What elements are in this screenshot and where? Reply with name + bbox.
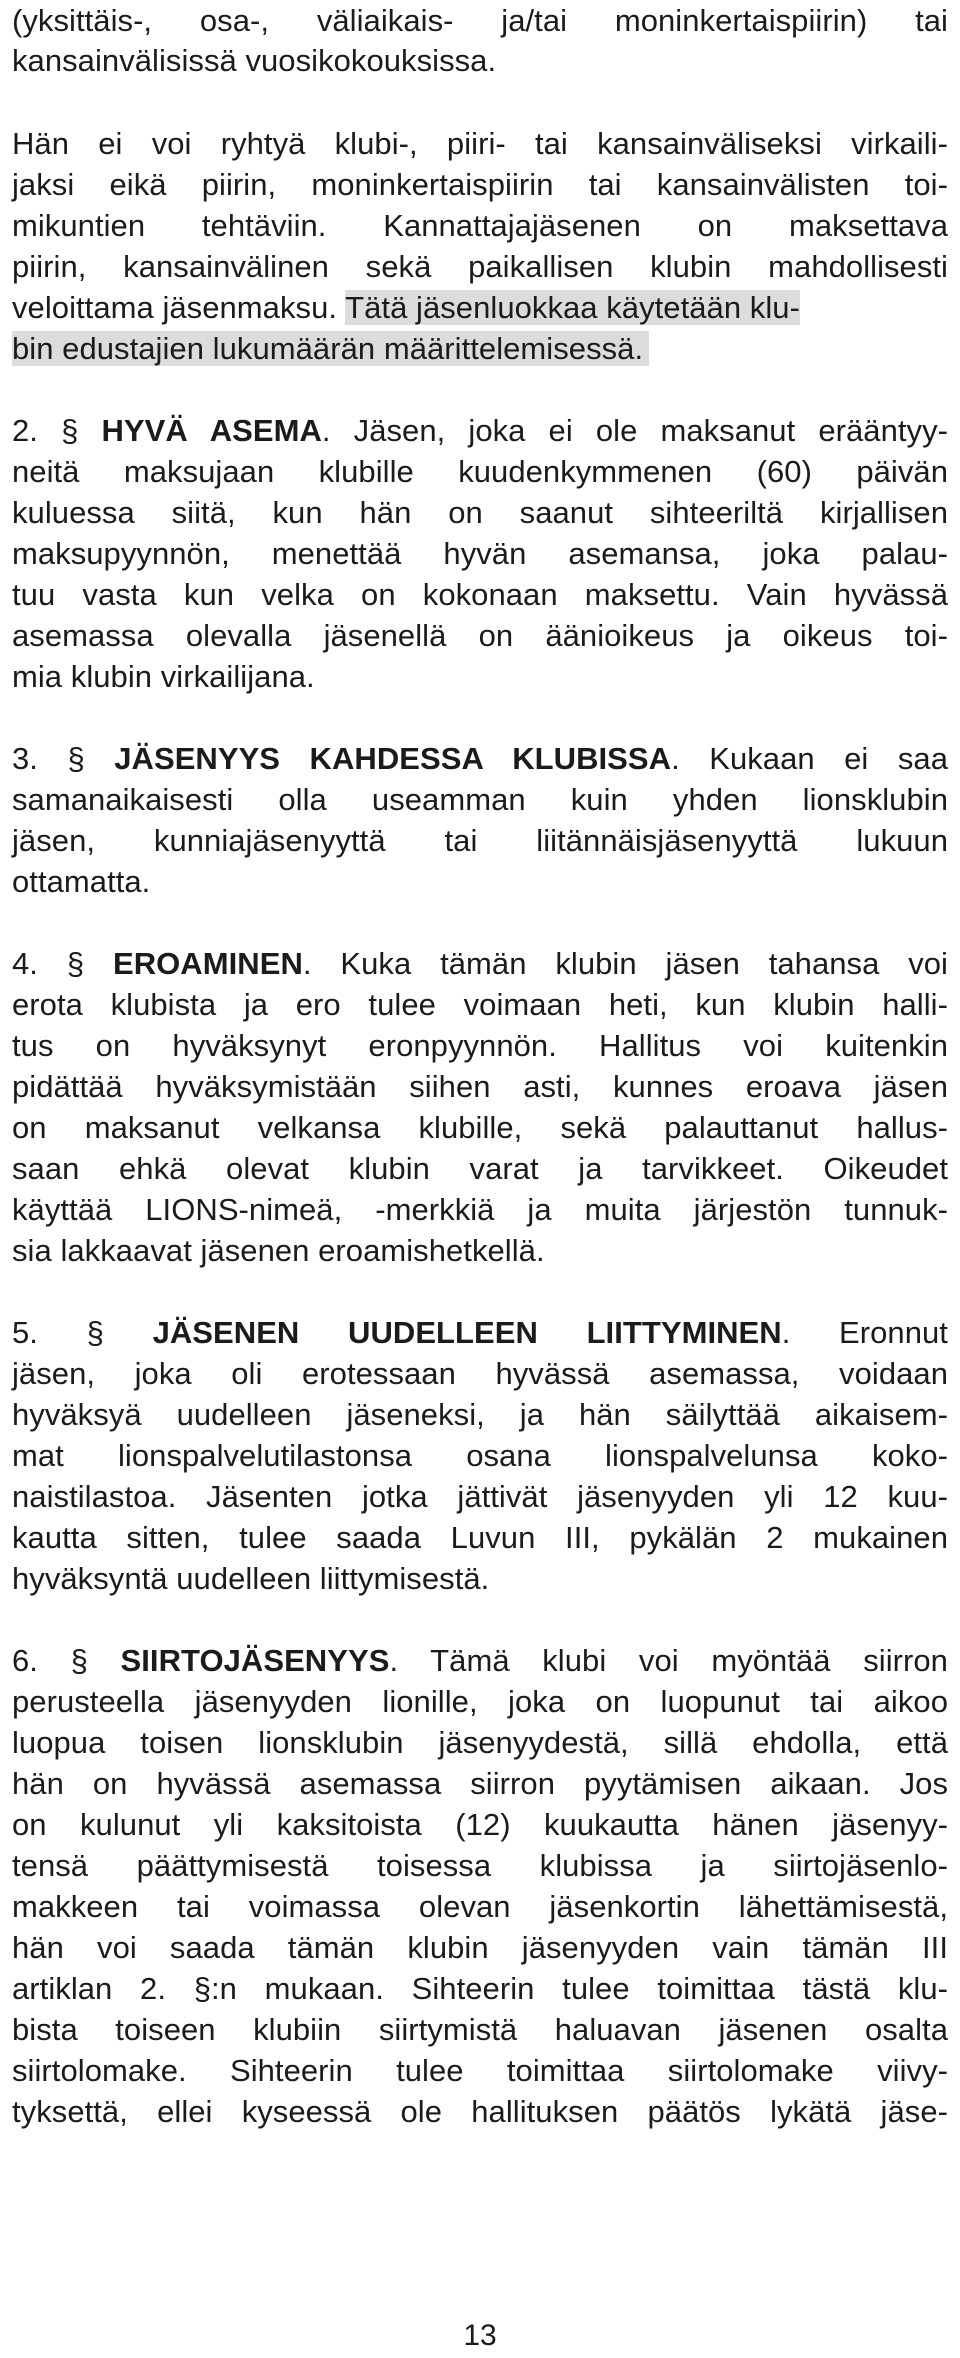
section-heading: JÄSENYYS KAHDESSA KLUBISSA <box>114 741 672 776</box>
section-heading: HYVÄ ASEMA <box>101 413 322 448</box>
text-span: . Jäsen, joka ei ole maksanut erääntyy- <box>321 413 949 448</box>
text-line: erota klubista ja ero tulee voimaan heti, kun klubin halli- <box>12 987 948 1022</box>
section-2-heading-line <box>12 410 948 451</box>
text-line: hyväksyä uudelleen jäseneksi, ja hän säilyttää aikaisem- <box>12 1397 948 1432</box>
section-number: 3. <box>12 741 38 776</box>
section-number: 6. <box>12 1643 38 1678</box>
text-span: . Kukaan ei saa <box>671 741 948 776</box>
text-line: hän voi saada tämän klubin jäsenyyden vain tämän III <box>12 1930 948 1965</box>
text-line: tuu vasta kun velka on kokonaan maksettu. Vain hyvässä <box>12 577 948 612</box>
section-heading: SIIRTOJÄSENYYS <box>120 1643 390 1678</box>
text-line: artiklan 2. §:n mukaan. Sihteerin tulee toimittaa tästä klu- <box>12 1971 948 2006</box>
text-span: . Eronnut <box>781 1315 948 1350</box>
text-line: tyksettä, ellei kyseessä ole hallituksen päätös lykätä jäse- <box>12 2094 948 2129</box>
text-line: on kulunut yli kaksitoista (12) kuukautta hänen jäsenyy- <box>12 1807 948 1842</box>
text-line: tus on hyväksynyt eronpyynnön. Hallitus voi kuitenkin <box>12 1028 948 1063</box>
highlighted-text: Tätä jäsenluokkaa käytetään klu- <box>345 290 800 325</box>
text-line: pidättää hyväksymistään siihen asti, kunnes eroava jäsen <box>12 1069 948 1104</box>
text-line: kautta sitten, tulee saada Luvun III, pykälän 2 mukainen <box>12 1520 948 1555</box>
text-line: on maksanut velkansa klubille, sekä palauttanut hallus- <box>12 1110 948 1145</box>
section-5-heading-line <box>12 1312 948 1353</box>
text-line: naistilastoa. Jäsenten jotka jättivät jäsenyyden yli 12 kuu- <box>12 1479 948 1514</box>
text-line: neitä maksujaan klubille kuudenkymmenen (60) päivän <box>12 454 948 489</box>
text-line: samanaikaisesti olla useamman kuin yhden lionsklubin <box>12 782 948 817</box>
section-number: 5. <box>12 1315 38 1350</box>
text-line: jäsen, joka oli erotessaan hyvässä asemassa, voidaan <box>12 1356 948 1391</box>
highlighted-text: bin edustajien lukumäärän määrittelemisessä. <box>12 331 649 366</box>
text-line <box>12 328 948 369</box>
section-4-heading-line <box>12 943 948 984</box>
section-3-heading-line <box>12 738 948 779</box>
text-line: hyväksyntä uudelleen liittymisestä. <box>12 1561 490 1596</box>
text-line: bista toiseen klubiin siirtymistä haluavan jäsenen osalta <box>12 2012 948 2047</box>
text-line: asemassa olevalla jäsenellä on äänioikeus ja oikeus toi- <box>12 618 948 653</box>
text-line: käyttää LIONS-nimeä, -merkkiä ja muita järjestön tunnuk- <box>12 1192 948 1227</box>
text-line: luopua toisen lionsklubin jäsenyydestä, sillä ehdolla, että <box>12 1725 948 1760</box>
text-line: Hän ei voi ryhtyä klubi-, piiri- tai kansainväliseksi virkaili- <box>12 126 948 161</box>
section-heading: JÄSENEN UUDELLEEN LIITTYMINEN <box>152 1315 782 1350</box>
text-line: mikuntien tehtäviin. Kannattajajäsenen on maksettava <box>12 208 948 243</box>
page-number: 13 <box>463 2319 497 2352</box>
section-symbol: § <box>86 1315 104 1350</box>
section-symbol: § <box>66 946 85 981</box>
section-number: 2. <box>12 413 38 448</box>
section-number: 4. <box>12 946 38 981</box>
text-line: saan ehkä olevat klubin varat ja tarvikkeet. Oikeudet <box>12 1151 948 1186</box>
text-span: . Kuka tämän klubin jäsen tahansa voi <box>302 946 948 981</box>
text-line: kuluessa siitä, kun hän on saanut sihteeriltä kirjallisen <box>12 495 948 530</box>
text-span: veloittama jäsenmaksu. <box>12 290 346 325</box>
text-line: ottamatta. <box>12 864 151 899</box>
section-6-heading-line <box>12 1640 948 1681</box>
text-line: tensä päättymisestä toisessa klubissa ja siirtojäsenlo- <box>12 1848 948 1883</box>
section-symbol: § <box>67 741 85 776</box>
text-span: . Tämä klubi voi myöntää siirron <box>389 1643 948 1678</box>
text-line: hän on hyvässä asemassa siirron pyytämisen aikaan. Jos <box>12 1766 948 1801</box>
text-line: mia klubin virkailijana. <box>12 659 315 694</box>
section-symbol: § <box>70 1643 88 1678</box>
section-heading: EROAMINEN <box>112 946 303 981</box>
text-line: siirtolomake. Sihteerin tulee toimittaa siirtolomake viivy- <box>12 2053 948 2088</box>
text-line: jaksi eikä piirin, moninkertaispiirin tai kansainvälisten toi- <box>12 167 948 202</box>
text-line: piirin, kansainvälinen sekä paikallisen klubin mahdollisesti <box>12 249 948 284</box>
text-line: (yksittäis-, osa-, väliaikais- ja/tai moninkertaispiirin) tai <box>12 3 948 38</box>
text-line: sia lakkaavat jäsenen eroamishetkellä. <box>12 1233 545 1268</box>
text-line: makkeen tai voimassa olevan jäsenkortin lähettämisestä, <box>12 1889 948 1924</box>
text-line: maksupyynnön, menettää hyvän asemansa, joka palau- <box>12 536 948 571</box>
text-line <box>12 287 948 328</box>
text-line: jäsen, kunniajäsenyyttä tai liitännäisjäsenyyttä lukuun <box>12 823 948 858</box>
text-line: perusteella jäsenyyden lionille, joka on luopunut tai aikoo <box>12 1684 948 1719</box>
text-line: mat lionspalvelutilastonsa osana lionspalvelunsa koko- <box>12 1438 948 1473</box>
section-symbol: § <box>61 413 79 448</box>
text-line: kansainvälisissä vuosikokouksissa. <box>12 43 497 78</box>
